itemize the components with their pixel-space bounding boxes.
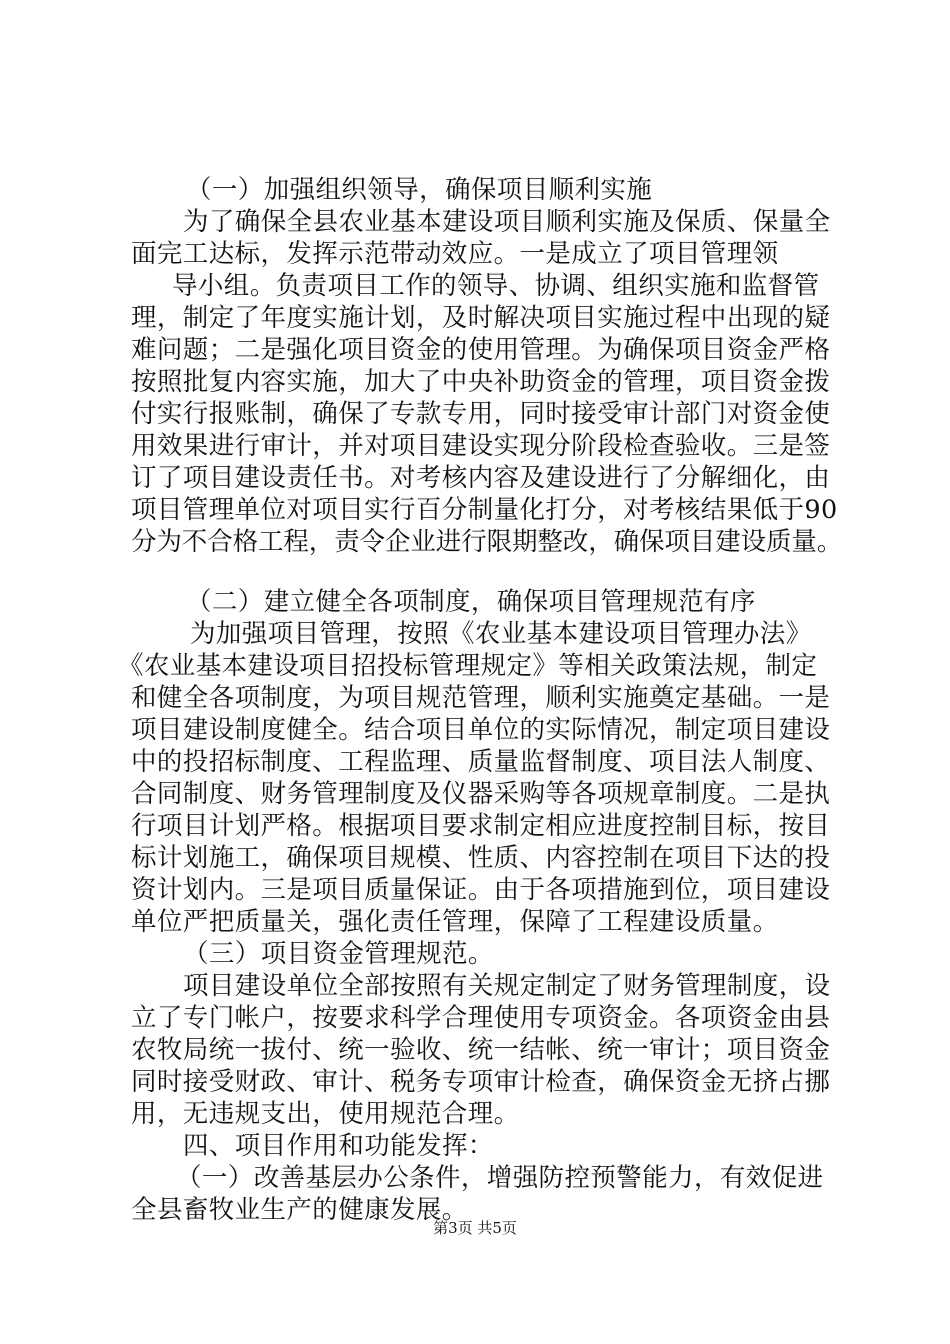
subheading-project-function: 四、项目作用和功能发挥： bbox=[183, 1131, 494, 1161]
paragraph-line: 同时接受财政、审计、税务专项审计检查，确保资金无挤占挪 bbox=[131, 1067, 831, 1097]
paragraph-line: 项目管理单位对项目实行百分制量化打分，对考核结果低于90 bbox=[131, 495, 838, 525]
paragraph-line: 订了项目建设责任书。对考核内容及建设进行了分解细化，由 bbox=[131, 463, 831, 493]
paragraph-line: 用效果进行审计，并对项目建设实现分阶段检查验收。三是签 bbox=[131, 431, 831, 461]
paragraph-line: 按照批复内容实施，加大了中央补助资金的管理，项目资金拨 bbox=[131, 367, 831, 397]
page-number-footer: 第3页 共5页 bbox=[433, 1219, 517, 1237]
paragraph-line: 《农业基本建设项目招投标管理规定》等相关政策法规，制定 bbox=[118, 651, 818, 681]
subheading-establish-systems: （二）建立健全各项制度，确保项目管理规范有序 bbox=[186, 587, 756, 617]
paragraph-line: 理，制定了年度实施计划，及时解决项目实施过程中出现的疑 bbox=[131, 303, 831, 333]
paragraph-line: 难问题；二是强化项目资金的使用管理。为确保项目资金严格 bbox=[131, 335, 831, 365]
paragraph-line: 立了专门帐户，按要求科学合理使用专项资金。各项资金由县 bbox=[131, 1003, 831, 1033]
paragraph-line: 合同制度、财务管理制度及仪器采购等各项规章制度。二是执 bbox=[131, 779, 831, 809]
paragraph-line: 全县畜牧业生产的健康发展。 bbox=[131, 1195, 468, 1225]
subheading-strengthen-leadership: （一）加强组织领导，确保项目顺利实施 bbox=[186, 175, 653, 205]
paragraph-line: 面完工达标，发挥示范带动效应。一是成立了项目管理领 bbox=[131, 239, 779, 269]
paragraph-line: 分为不合格工程，责令企业进行限期整改，确保项目建设质量。 bbox=[131, 527, 843, 557]
paragraph-line: 为加强项目管理，按照《农业基本建设项目管理办法》 bbox=[190, 619, 812, 649]
paragraph-line: 农牧局统一拔付、统一验收、统一结帐、统一审计；项目资金 bbox=[131, 1035, 831, 1065]
paragraph-line: 行项目计划严格。根据项目要求制定相应进度控制目标，按目 bbox=[131, 811, 831, 841]
paragraph-line: 单位严把质量关，强化责任管理，保障了工程建设质量。 bbox=[131, 907, 779, 937]
paragraph-line: 付实行报账制，确保了专款专用，同时接受审计部门对资金使 bbox=[131, 399, 831, 429]
paragraph-line: 为了确保全县农业基本建设项目顺利实施及保质、保量全 bbox=[183, 207, 831, 237]
paragraph-line: 中的投招标制度、工程监理、质量监督制度、项目法人制度、 bbox=[131, 747, 831, 777]
paragraph-line: 项目建设制度健全。结合项目单位的实际情况，制定项目建设 bbox=[131, 715, 831, 745]
paragraph-line: 导小组。负责项目工作的领导、协调、组织实施和监督管 bbox=[172, 271, 820, 301]
paragraph-line: 资计划内。三是项目质量保证。由于各项措施到位，项目建设 bbox=[131, 875, 831, 905]
paragraph-line: 和健全各项制度，为项目规范管理，顺利实施奠定基础。一是 bbox=[131, 683, 831, 713]
subheading-fund-management: （三）项目资金管理规范。 bbox=[183, 939, 494, 969]
paragraph-line: 标计划施工，确保项目规模、性质、内容控制在项目下达的投 bbox=[131, 843, 831, 873]
paragraph-line: （一）改善基层办公条件，增强防控预警能力，有效促进 bbox=[176, 1163, 824, 1193]
paragraph-line: 项目建设单位全部按照有关规定制定了财务管理制度，设 bbox=[183, 971, 831, 1001]
paragraph-line: 用，无违规支出，使用规范合理。 bbox=[131, 1099, 520, 1129]
